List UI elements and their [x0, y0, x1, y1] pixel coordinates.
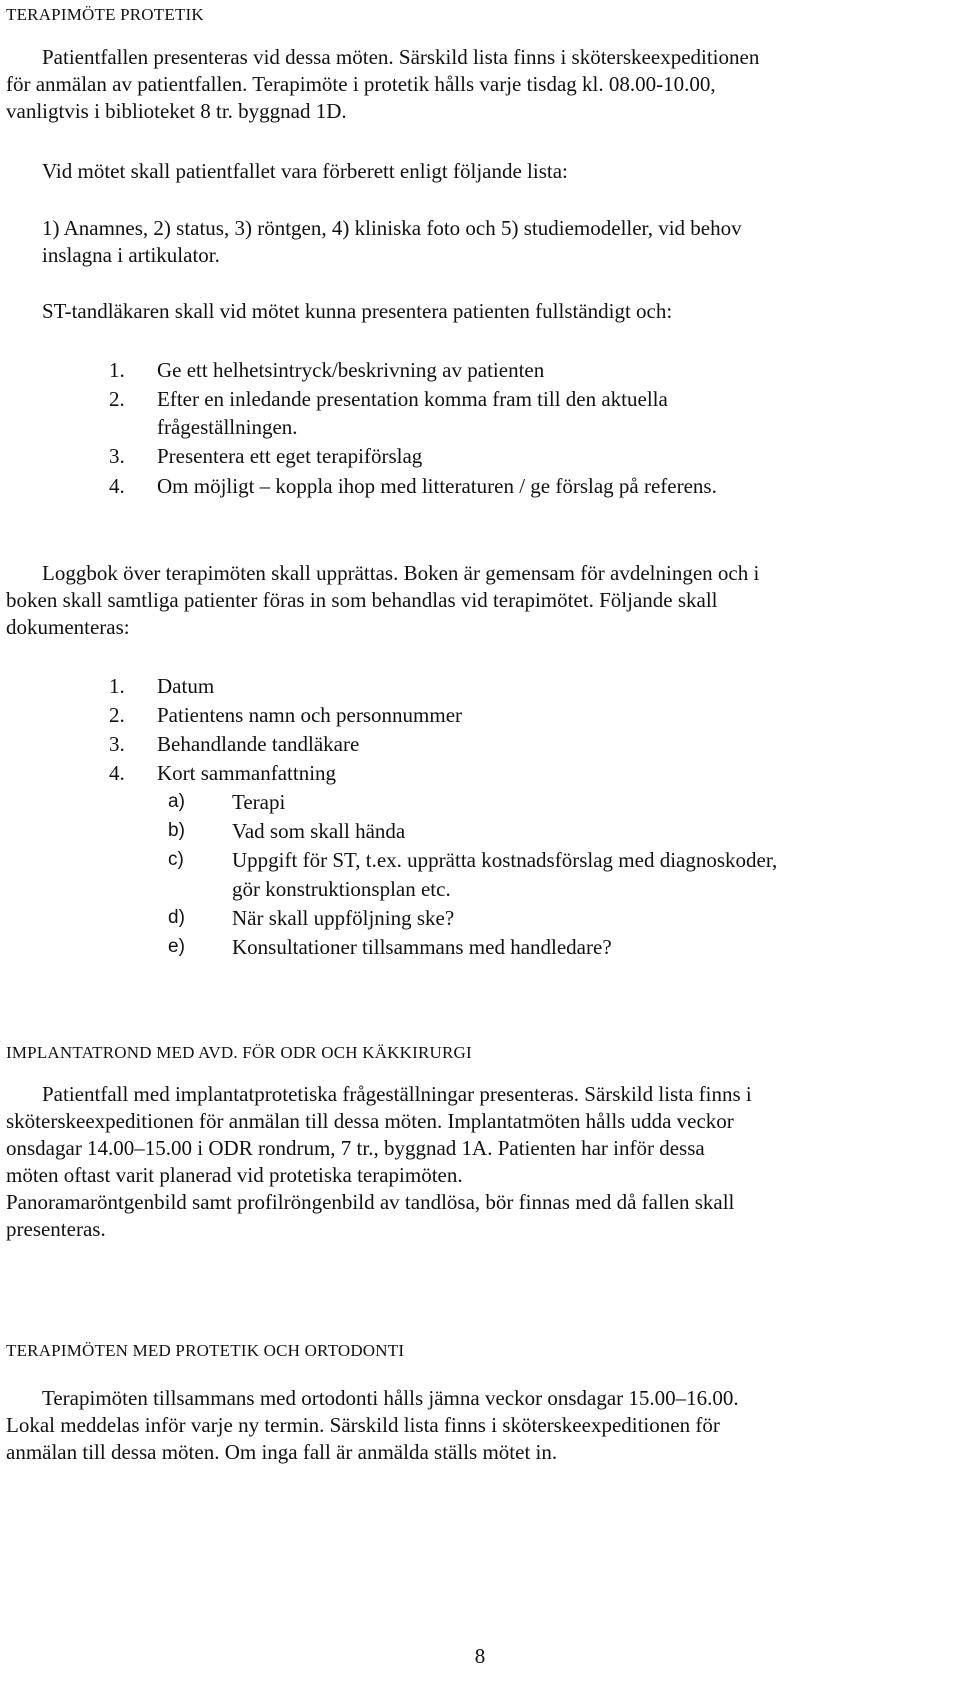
sub-list-text: Uppgift för ST, t.ex. upprätta kostnadsförslag med diagnoskoder, — [232, 848, 778, 872]
list-text: frågeställningen. — [157, 415, 298, 439]
sub-list-letter: d) — [168, 907, 185, 928]
sub-list-item — [168, 817, 908, 845]
list-item — [109, 442, 889, 470]
intro-line: för anmälan av patientfallen. Terapimöte i protetik hålls varje tisdag kl. 08.00-10.00, — [6, 72, 716, 96]
intro-line: Patientfallen presenteras vid dessa möten. Särskild lista finns i sköterskeexpeditionen — [42, 45, 760, 69]
implantatrond-line: möten oftast varit planerad vid protetiska terapimöten. — [6, 1163, 463, 1187]
sub-list-letter: e) — [168, 936, 185, 957]
list-number: 4. — [109, 761, 125, 785]
list-number: 1. — [109, 674, 125, 698]
logbook-line: dokumenteras: — [6, 615, 130, 639]
page-number: 8 — [474, 1644, 486, 1668]
list-text: Om möjligt – koppla ihop med litteraturen / ge förslag på referens. — [157, 474, 717, 498]
list-item — [109, 730, 809, 758]
st-lead: ST-tandläkaren skall vid mötet kunna presentera patienten fullständigt och: — [42, 299, 673, 323]
list-number: 4. — [109, 474, 125, 498]
sub-list-letter: b) — [168, 820, 185, 841]
implantatrond-line: Panoramaröntgenbild samt profilröngenbild av tandlösa, bör finnas med då fallen skall — [6, 1190, 735, 1214]
list-number: 2. — [109, 387, 125, 411]
section-heading-implantatrond: IMPLANTATROND MED AVD. FÖR ODR OCH KÄKKIRURGI — [6, 1043, 472, 1062]
list-text: Datum — [157, 674, 215, 698]
prep-list-paragraph — [42, 215, 960, 269]
sub-list-text: Konsultationer tillsammans med handledare? — [232, 935, 612, 959]
implantatrond-line: Patientfall med implantatprotetiska frågeställningar presenteras. Särskild lista finns i — [42, 1082, 752, 1106]
prep-line: 1) Anamnes, 2) status, 3) röntgen, 4) kliniska foto och 5) studiemodeller, vid behov — [42, 216, 742, 240]
logbook-paragraph — [6, 560, 926, 641]
list-text: Kort sammanfattning — [157, 761, 337, 785]
sub-list-text: När skall uppföljning ske? — [232, 906, 455, 930]
list-text: Presentera ett eget terapiförslag — [157, 444, 423, 468]
intro-paragraph — [6, 44, 926, 125]
sub-list-letter: c) — [168, 849, 184, 870]
ortodonti-line: Lokal meddelas inför varje ny termin. Särskild lista finns i sköterskeexpeditionen för — [6, 1413, 720, 1437]
prep-line: inslagna i artikulator. — [42, 243, 220, 267]
ortodonti-paragraph — [6, 1385, 926, 1466]
list-item — [109, 672, 809, 700]
sub-list-text: Terapi — [232, 790, 286, 814]
intro-line: vanligtvis i biblioteket 8 tr. byggnad 1D. — [6, 99, 347, 123]
list-item — [109, 356, 889, 384]
implantatrond-paragraph — [6, 1081, 926, 1243]
prep-lead: Vid mötet skall patientfallet vara förberett enligt följande lista: — [42, 159, 568, 183]
logbook-line: boken skall samtliga patienter föras in som behandlas vid terapimötet. Följande skall — [6, 588, 718, 612]
logbook-line: Loggbok över terapimöten skall upprättas. Boken är gemensam för avdelningen och i — [42, 561, 760, 585]
sub-list-item — [168, 788, 908, 816]
ortodonti-line: anmälan till dessa möten. Om inga fall är anmälda ställs mötet in. — [6, 1440, 558, 1464]
list-number: 3. — [109, 732, 125, 756]
list-number: 3. — [109, 444, 125, 468]
sub-list-letter: a) — [168, 791, 185, 812]
sub-list-item — [168, 846, 908, 902]
sub-list-text: gör konstruktionsplan etc. — [232, 877, 451, 901]
list-text: Efter en inledande presentation komma fram till den aktuella — [157, 387, 668, 411]
section-heading-protetik-ortodonti: TERAPIMÖTEN MED PROTETIK OCH ORTODONTI — [6, 1341, 405, 1360]
implantatrond-line: presenteras. — [6, 1217, 106, 1241]
list-item — [109, 385, 889, 441]
list-number: 1. — [109, 358, 125, 382]
list-number: 2. — [109, 703, 125, 727]
sub-list-item — [168, 933, 908, 961]
list-text: Behandlande tandläkare — [157, 732, 360, 756]
list-text: Patientens namn och personnummer — [157, 703, 463, 727]
list-item — [109, 759, 809, 787]
list-item — [109, 472, 909, 500]
section-heading-terapimote-protetik: TERAPIMÖTE PROTETIK — [6, 5, 204, 24]
implantatrond-line: sköterskeexpeditionen för anmälan till dessa möten. Implantatmöten hålls udda veckor — [6, 1109, 734, 1133]
implantatrond-line: onsdagar 14.00–15.00 i ODR rondrum, 7 tr., byggnad 1A. Patienten har inför dessa — [6, 1136, 705, 1160]
list-item — [109, 701, 809, 729]
sub-list-item — [168, 904, 908, 932]
sub-list-text: Vad som skall hända — [232, 819, 406, 843]
list-text: Ge ett helhetsintryck/beskrivning av patienten — [157, 358, 545, 382]
ortodonti-line: Terapimöten tillsammans med ortodonti hålls jämna veckor onsdagar 15.00–16.00. — [42, 1386, 739, 1410]
